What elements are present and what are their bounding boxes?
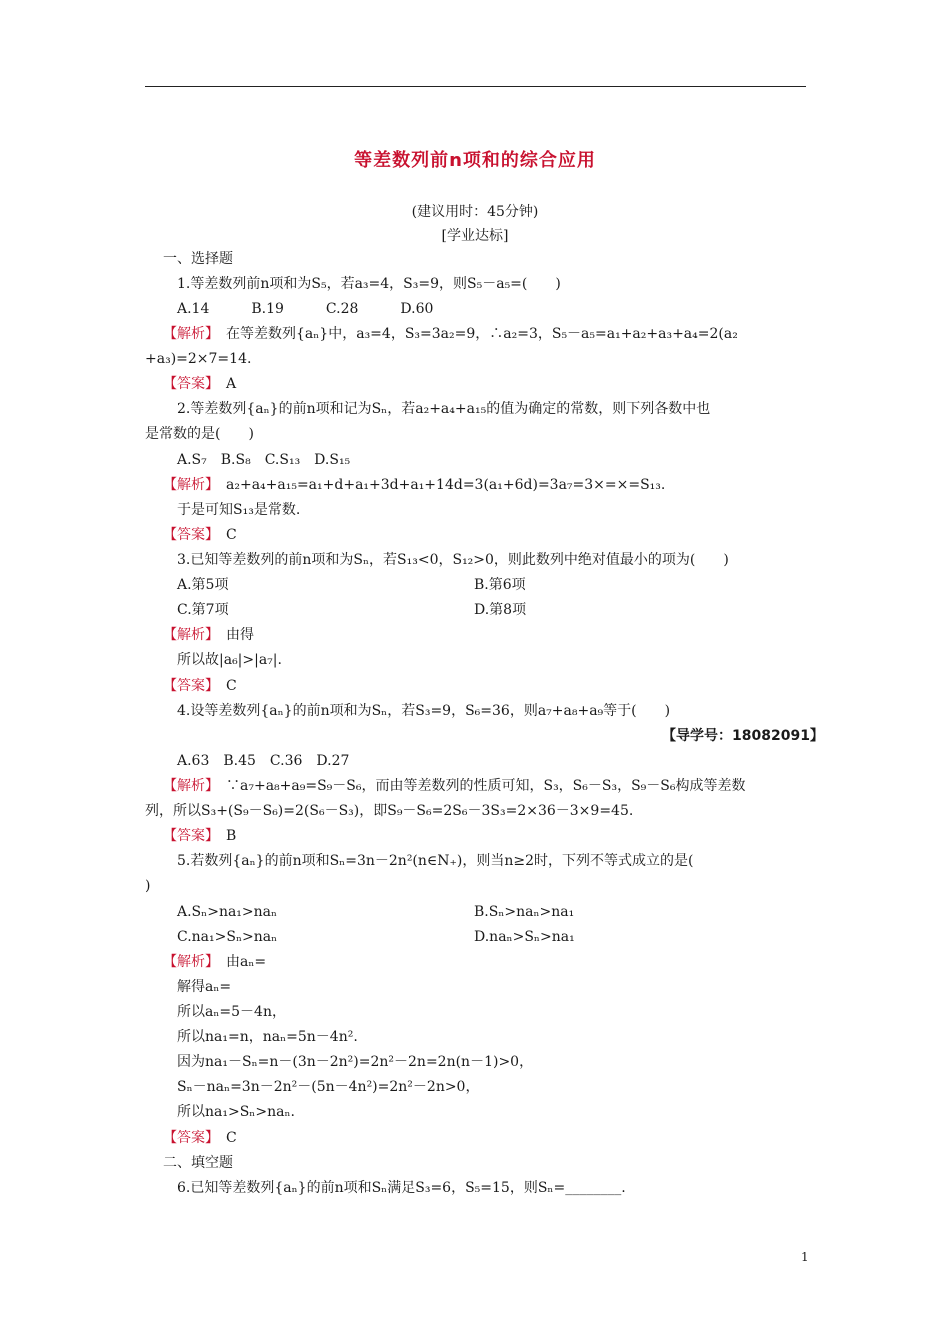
q5-option-d: D.naₙ>Sₙ>na₁ [474, 929, 575, 945]
q3-option-c: C.第7项 [177, 602, 229, 618]
q5-option-a: A.Sₙ>na₁>naₙ [177, 904, 278, 920]
q4-analysis-text-2: 列，所以S₃+(S₉－S₆)=2(S₆－S₃)，即S₉－S₆=2S₆－3S₃=2×36－3×9=45. [145, 803, 634, 819]
q3-option-b: B.第6项 [474, 577, 526, 593]
q5-line-4: 因为na₁－Sₙ=n－(3n－2n²)=2n²－2n=2n(n－1)>0， [177, 1054, 534, 1070]
q4-answer [163, 827, 236, 845]
part1-heading: 一、选择题 [163, 251, 233, 267]
q5-option-b: B.Sₙ>naₙ>na₁ [474, 904, 575, 920]
q5-answer-value: C [226, 1130, 237, 1146]
page-title: 等差数列前n项和的综合应用 [354, 150, 596, 171]
q5-stem-1: 5.若数列{aₙ}的前n项和Sₙ=3n－2n²(n∈N₊)，则当n≥2时，下列不等式成立的是( [177, 853, 694, 869]
header-rule [145, 86, 806, 87]
q2-stem-1: 2.等差数列{aₙ}的前n项和记为Sₙ，若a₂+a₄+a₁₅的值为确定的常数，则下列各数中也 [177, 401, 711, 417]
q2-options: A.S₇ B.S₈ C.S₁₃ D.S₁₅ [177, 452, 351, 468]
q3-analysis-text-2: 所以故|a₆|>|a₇|. [177, 652, 282, 668]
q1-stem: 1.等差数列前n项和为S₅，若a₃=4，S₃=9，则S₅－a₅=( ) [177, 276, 561, 292]
answer-label: 【答案】 [163, 1130, 212, 1146]
q4-answer-value: B [226, 828, 237, 844]
q4-analysis-text-1: ∵a₇+a₈+a₉=S₉－S₆，而由等差数列的性质可知，S₃，S₆－S₃，S₉－S₆构成等差数 [226, 778, 746, 794]
q1-answer [163, 375, 236, 393]
q5-line-3: 所以na₁=n，naₙ=5n－4n². [177, 1029, 358, 1045]
q3-answer [163, 677, 237, 695]
q5-answer [163, 1129, 237, 1147]
q5-line-6: 所以na₁>Sₙ>naₙ. [177, 1104, 295, 1120]
q5-line-5: Sₙ－naₙ=3n－2n²－(5n－4n²)=2n²－2n>0， [177, 1079, 480, 1095]
q3-analysis-text-1: 由得 [226, 627, 254, 643]
q5-analysis-text-1: 由aₙ= [226, 954, 267, 970]
q1-options: A.14 B.19 C.28 D.60 [177, 301, 434, 317]
analysis-label: 【解析】 [163, 627, 212, 643]
q2-analysis-text-2: 于是可知S₁₃是常数. [177, 502, 301, 518]
q2-answer-value: C [226, 527, 237, 543]
q4-guide-number: 【导学号：18082091】 [662, 728, 824, 744]
q3-analysis [163, 626, 254, 644]
q3-stem: 3.已知等差数列的前n项和为Sₙ，若S₁₃<0，S₁₂>0，则此数列中绝对值最小的项为( ) [177, 552, 729, 568]
q3-option-a: A.第5项 [177, 577, 229, 593]
q1-analysis [163, 325, 738, 343]
analysis-label: 【解析】 [163, 778, 212, 794]
q2-analysis-text-1: a₂+a₄+a₁₅=a₁+d+a₁+3d+a₁+14d=3(a₁+6d)=3a₇=3×=×=S₁₃. [226, 477, 666, 493]
q5-analysis [163, 953, 266, 971]
q5-stem-2: ) [145, 878, 151, 894]
answer-label: 【答案】 [163, 678, 212, 694]
q5-option-c: C.na₁>Sₙ>naₙ [177, 929, 278, 945]
q2-analysis [163, 476, 665, 494]
q4-stem: 4.设等差数列{aₙ}的前n项和为Sₙ，若S₃=9，S₆=36，则a₇+a₈+a₉等于( ) [177, 703, 671, 719]
time-note: (建议用时：45分钟) [411, 204, 539, 220]
analysis-label: 【解析】 [163, 477, 212, 493]
q5-line-1: 解得aₙ= [177, 979, 232, 995]
q3-answer-value: C [226, 678, 237, 694]
q4-options: A.63 B.45 C.36 D.27 [177, 753, 350, 769]
q5-line-2: 所以aₙ=5－4n， [177, 1004, 286, 1020]
answer-label: 【答案】 [163, 527, 212, 543]
q1-answer-value: A [226, 376, 237, 392]
page-number: 1 [801, 1250, 809, 1264]
q2-answer [163, 526, 237, 544]
analysis-label: 【解析】 [163, 954, 212, 970]
q6-stem: 6.已知等差数列{aₙ}的前n项和Sₙ满足S₃=6，S₅=15，则Sₙ=________. [177, 1180, 626, 1196]
answer-label: 【答案】 [163, 376, 212, 392]
q2-stem-2: 是常数的是( ) [145, 426, 254, 442]
part2-heading: 二、填空题 [163, 1155, 233, 1171]
section-label: [学业达标] [441, 228, 509, 244]
q1-analysis-text-2: +a₃)=2×7=14. [145, 351, 252, 367]
q3-option-d: D.第8项 [474, 602, 527, 618]
q4-analysis [163, 777, 746, 795]
answer-label: 【答案】 [163, 828, 212, 844]
q1-analysis-text-1: 在等差数列{aₙ}中，a₃=4，S₃=3a₂=9，∴a₂=3，S₅－a₅=a₁+a₂+a₃+a₄=2(a₂ [226, 326, 738, 342]
analysis-label: 【解析】 [163, 326, 212, 342]
